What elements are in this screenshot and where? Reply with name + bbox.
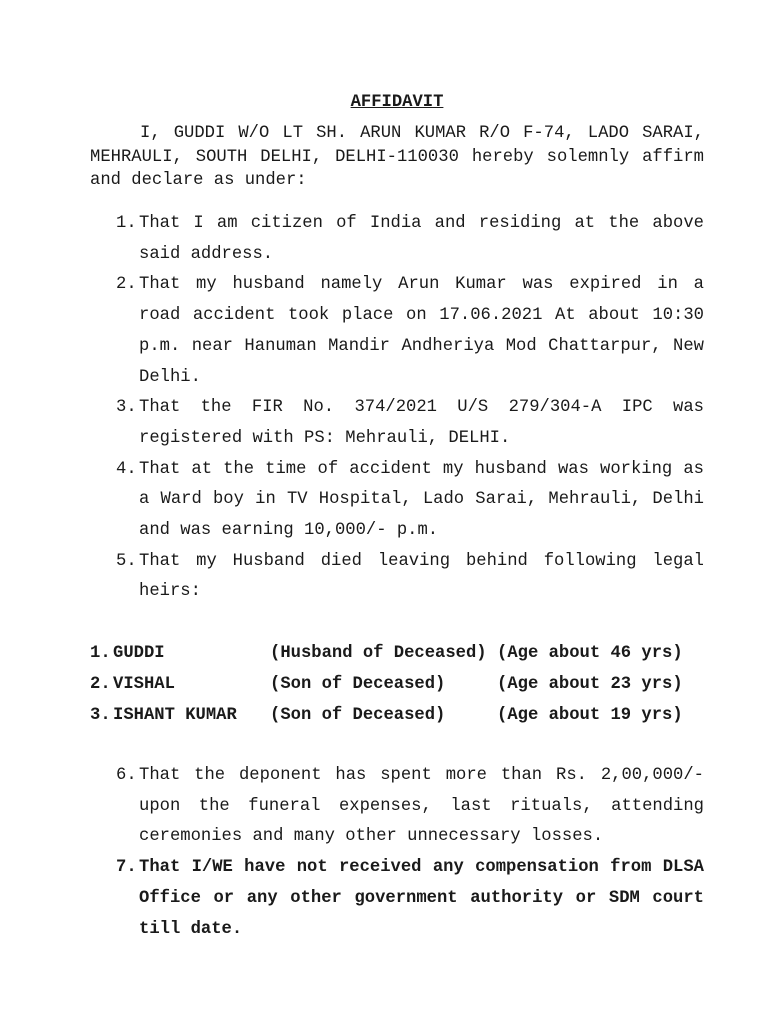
item-number: 5. [116,551,137,571]
heir-relation: (Son of Deceased) [270,675,446,694]
intro-paragraph: I, GUDDI W/O LT SH. ARUN KUMAR R/O F-74, LADO SARAI, MEHRAULI, SOUTH DELHI, DELHI-110030 hereby solemnly affirm and declare as under: [90,124,704,190]
declaration-list-part2 [0,761,768,945]
declaration-item [0,455,768,547]
item-text: That the deponent has spent more than Rs. 2,00,000/- upon the funeral expenses, last rituals, attending ceremonies and many other unnecessary losses. [139,766,704,847]
declaration-item [0,393,768,454]
heir-age: (Age about 23 yrs) [497,675,683,694]
item-number: 6. [116,766,137,785]
declaration-item [0,209,768,270]
heir-name: VISHAL [113,675,175,694]
item-text: That the FIR No. 374/2021 U/S 279/304-A IPC was registered with PS: Mehrauli, DELHI. [139,398,704,448]
heir-relation: (Husband of Deceased) [270,644,487,663]
heir-age: (Age about 46 yrs) [497,644,683,663]
heir-number: 2. [90,675,111,694]
heir-relation: (Son of Deceased) [270,706,446,725]
document-title: AFFIDAVIT [350,93,444,112]
item-number: 7. [116,858,137,878]
heir-name: GUDDI [113,644,165,663]
heir-number: 1. [90,644,111,663]
heir-row [0,700,768,731]
declaration-list-part1 [0,209,768,608]
declaration-item [0,547,768,608]
declaration-item [0,270,768,393]
heir-number: 3. [90,706,111,725]
item-text: That at the time of accident my husband was working as a Ward boy in TV Hospital, Lado Sarai, Mehrauli, Delhi and was earning 10,000/- p.m. [139,459,704,541]
item-number: 2. [116,275,137,295]
declaration-item [0,761,768,853]
legal-heirs-list [0,638,768,731]
item-text: That my Husband died leaving behind following legal heirs: [139,551,704,602]
heir-age: (Age about 19 yrs) [497,706,683,725]
heir-name: ISHANT KUMAR [113,706,237,725]
item-text: That I am citizen of India and residing at the above said address. [139,214,704,264]
item-text: That my husband namely Arun Kumar was expired in a road accident took place on 17.06.2021 At about 10:30 p.m. near Hanuman Mandir Andheriya Mod Chattarpur, New Delhi. [139,275,704,387]
item-number: 3. [116,398,137,418]
declaration-item [0,853,768,945]
heir-row [0,669,768,700]
item-number: 4. [116,459,137,479]
item-number: 1. [116,214,137,233]
heir-row [0,638,768,669]
item-text: That I/WE have not received any compensation from DLSA Office or any other government authority or SDM court till date. [139,858,704,939]
